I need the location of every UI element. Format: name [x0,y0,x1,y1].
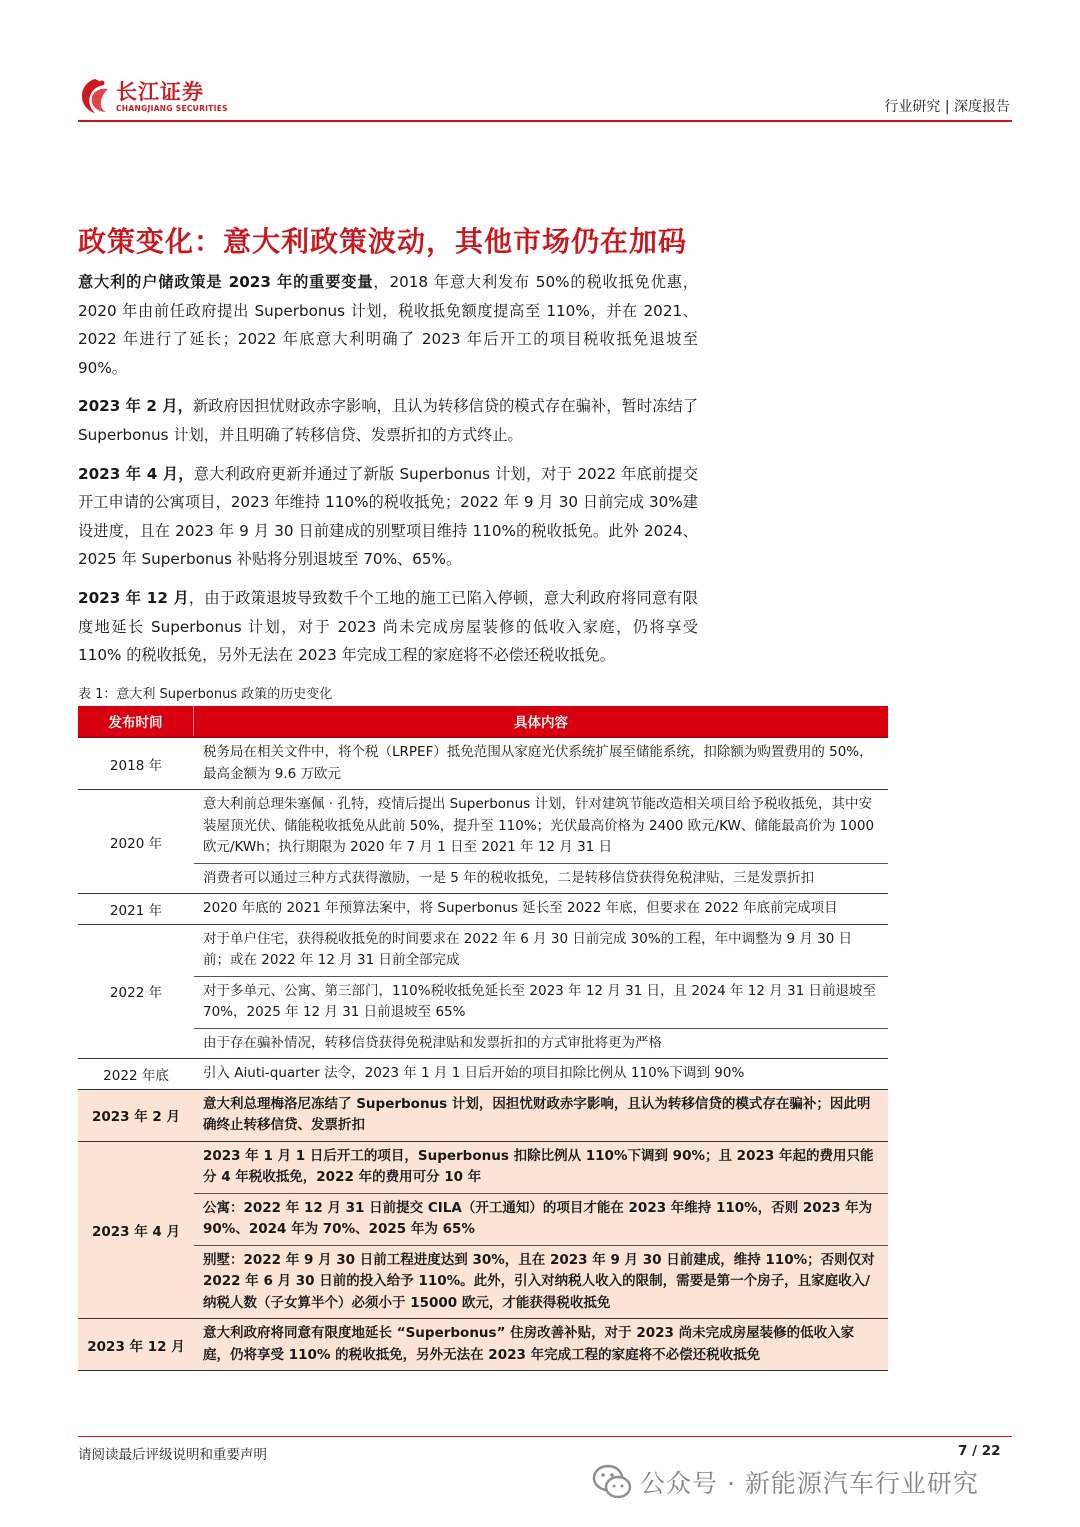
row-time: 2023 年 12 月 [87,1338,185,1355]
logo-emblem-icon [78,77,112,115]
row-content: 对于多单元、公寓、第三部门，110%税收抵免延长至 2023 年 12 月 31 日，且 2024 年 12 月 31 日前退坡至 70%，2025 年 12 月 31 日前退坡至 65% [194,976,888,1028]
paragraph-lead: 2023 年 2 月， [78,397,193,416]
paragraph [78,392,698,449]
company-logo [78,74,228,118]
page-number: 7 / 22 [958,1443,1001,1459]
table-row-group [78,738,888,790]
footer-divider [78,1436,1012,1437]
row-content: 2020 年底的 2021 年预算法案中，将 Superbonus 延长至 2022 年底，但要求在 2022 年底前完成项目 [203,900,838,916]
header-content: 具体内容 [514,715,568,731]
row-content: 税务局在相关文件中，将个税（LRPEF）抵免范围从家庭光伏系统扩展至储能系统，扣除额为购置费用的 50%，最高金额为 9.6 万欧元 [203,744,873,782]
header-divider [78,120,1012,122]
paragraph-lead: 2023 年 4 月， [78,464,194,483]
table-row-group-highlighted [78,1090,888,1142]
table-header [78,706,888,738]
table-row-group [78,1059,888,1090]
row-content: 别墅：2022 年 9 月 30 日前工程进度达到 30%，且在 2023 年 9 月 30 日前建成，维持 110%；否则仅对 2022 年 6 月 30 日前的投入给予 110%。此外，引入对纳税人收入的限制，需要是第一个房子，且家庭收入/纳税人数（子女算半个）必须小于 15000 欧元，才能获得税收抵免 [194,1245,888,1319]
paragraph-lead: 2023 年 12 月 [78,588,189,607]
row-content: 对于单户住宅，获得税收抵免的时间要求在 2022 年 6 月 30 日前完成 30%的工程，年中调整为 9 月 30 日前；或在 2022 年 12 月 31 日前全部完成 [203,930,853,968]
row-time: 2020 年 [109,835,163,852]
watermark-text: 公众号 · 新能源汽车行业研究 [640,1469,979,1498]
report-type-tag: 行业研究 | 深度报告 [884,99,1010,115]
paragraph-text: ，2018 年意大利发布 50%的税收抵免优惠，2020 年由前任政府提出 Superbonus 计划，税收抵免额度提高至 110%，并在 2021、2022 年进行了延长；2022 年底意大利明确了 2023 年后开工的项目税收抵免退坡至 90%。 [78,273,698,377]
paragraph-text: 新政府因担忧财政赤字影响，且认为转移信贷的模式存在骗补，暂时冻结了 Superbonus 计划，并且明确了转移信贷、发票折扣的方式终止。 [78,397,699,444]
row-content: 意大利前总理朱塞佩 · 孔特，疫情后提出 Superbonus 计划，针对建筑节能改造相关项目给予税收抵免，其中安装屋顶光伏、储能税收抵免从此前 50%，提升至 110%；光伏最高价格为 2400 欧元/KW、储能最高价为 1000 欧元/KWh；执行期限为 2020 年 7 月 1 日至 2021 年 12 月 31 日 [203,796,875,855]
row-content: 引入 Aiuti-quarter 法令，2023 年 1 月 1 日后开始的项目扣除比例从 110%下调到 90% [203,1065,745,1081]
row-content: 消费者可以通过三种方式获得激励，一是 5 年的税收抵免，二是转移信贷获得免税津贴，三是发票折扣 [194,863,888,894]
row-content: 意大利政府将同意有限度地延长 “Superbonus” 住房改善补贴，对于 2023 尚未完成房屋装修的低收入家庭，仍将享受 110% 的税收抵免，另外无法在 2023 年完成工程的家庭将不必偿还税收抵免 [203,1325,855,1363]
wechat-watermark [592,1463,979,1501]
paragraph [78,460,698,574]
row-time: 2018 年 [109,757,163,774]
paragraph-lead: 意大利的户储政策是 2023 年的重要变量 [78,273,374,291]
table-caption: 表 1：意大利 Superbonus 政策的历史变化 [78,687,333,702]
row-time: 2021 年 [109,902,163,919]
paragraph-text: 意大利政府更新并通过了新版 Superbonus 计划，对于 2022 年底前提交开工申请的公寓项目，2023 年维持 110%的税收抵免；2022 年 9 月 30 日前完成 30%建设进度，且在 2023 年 9 月 30 日前建成的别墅项目维持 110%的税收抵免。此外 2024、2025 年 Superbonus 补贴将分别退坡至 70%、65%。 [78,464,699,569]
row-content: 2023 年 1 月 1 日后开工的项目，Superbonus 扣除比例从 110%下调到 90%；且 2023 年起的费用只能分 4 年税收抵免，2022 年的费用可分 10 年 [203,1147,874,1185]
row-content: 由于存在骗补情况，转移信贷获得免税津贴和发票折扣的方式审批将更为严格 [194,1028,888,1059]
paragraph-text: ，由于政策退坡导致数千个工地的施工已陷入停顿，意大利政府将同意有限度地延长 Superbonus 计划，对于 2023 尚未完成房屋装修的低收入家庭，仍将享受 110% 的税收抵免，另外无法在 2023 年完成工程的家庭将不必偿还税收抵免。 [78,588,698,665]
row-time: 2022 年底 [103,1067,169,1084]
paragraph [78,268,698,382]
logo-chinese-name: 长江证券 [116,79,204,104]
row-content: 公寓：2022 年 12 月 31 日前提交 CILA（开工通知）的项目才能在 2023 年维持 110%，否则 2023 年为 90%、2024 年为 70%、2025 年为 65% [194,1193,888,1245]
table-row-group [78,790,888,894]
paragraph [78,584,698,670]
row-time: 2023 年 4 月 [91,1223,181,1240]
table-row-group [78,894,888,925]
section-title: 政策变化：意大利政策波动，其他市场仍在加码 [78,225,688,258]
table-row-group-highlighted [78,1142,888,1320]
footer-disclaimer: 请阅读最后评级说明和重要声明 [78,1447,267,1463]
header-release-time: 发布时间 [78,706,194,736]
table-row-group-highlighted [78,1319,888,1371]
wechat-icon [592,1463,632,1501]
logo-english-name: CHANGJIANG SECURITIES [116,103,228,113]
row-time: 2023 年 2 月 [91,1109,181,1125]
policy-history-table [78,706,888,1371]
row-content: 意大利总理梅洛尼冻结了 Superbonus 计划，因担忧财政赤字影响，且认为转移信贷的模式存在骗补；因此明确终止转移信贷、发票折扣 [203,1095,871,1133]
table-row-group [78,925,888,1060]
row-time: 2022 年 [109,985,163,1002]
body-text [78,268,698,680]
